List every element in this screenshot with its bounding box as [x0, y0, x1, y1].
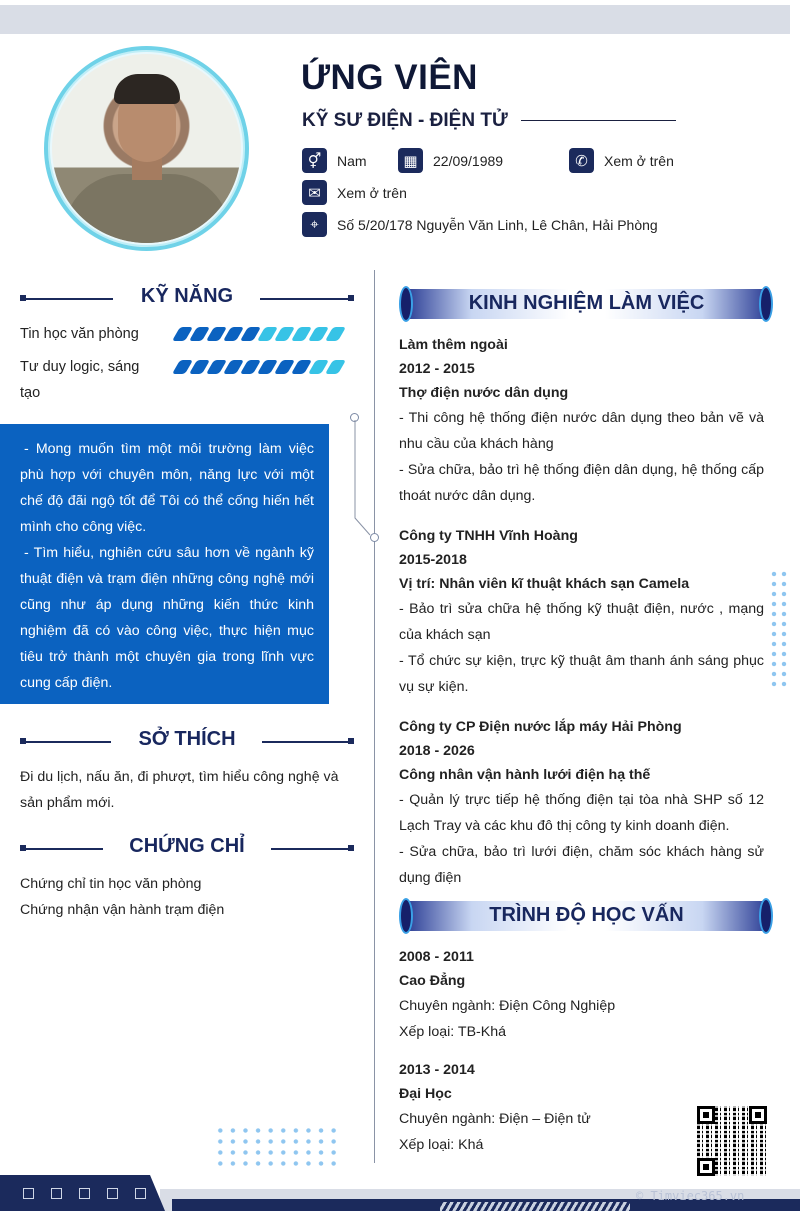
job-period: 2012 - 2015 — [399, 361, 475, 377]
skill-level-bar — [176, 360, 342, 374]
phone-value: Xem ở trên — [604, 152, 674, 169]
experience-heading — [399, 286, 774, 322]
education-major: Chuyên ngành: Điện Công Nghiệp — [399, 998, 616, 1014]
experience-title: KINH NGHIỆM LÀM VIỆC — [468, 292, 705, 314]
address-row — [302, 212, 658, 237]
experience-item — [399, 333, 764, 509]
company-name: Công ty CP Điện nước lắp máy Hải Phòng — [399, 719, 682, 735]
education-heading — [399, 898, 774, 934]
job-detail: - Sửa chữa, bảo trì lưới điện, chăm sóc khách hàng sử dụng điện — [399, 844, 764, 886]
company-name: Làm thêm ngoài — [399, 337, 508, 353]
education-item — [399, 945, 764, 1045]
education-period: 2013 - 2014 — [399, 1062, 475, 1078]
hobbies-text: Đi du lịch, nấu ăn, đi phượt, tìm hiểu công nghệ và sản phẩm mới. — [20, 769, 339, 811]
phone-icon: ✆ — [569, 148, 594, 173]
birthday-row — [398, 148, 503, 173]
experience-item — [399, 715, 764, 891]
skills-heading — [20, 284, 354, 314]
email-icon: ✉ — [302, 180, 327, 205]
gender-row — [302, 148, 367, 173]
hobbies-title: SỞ THÍCH — [138, 728, 236, 750]
column-divider — [374, 270, 375, 1163]
decorative-dots — [769, 569, 789, 689]
skill-label: Tin học văn phòng — [20, 326, 139, 342]
birthday-value: 22/09/1989 — [433, 152, 504, 169]
phone-row — [569, 148, 674, 173]
qr-code — [697, 1106, 767, 1176]
company-name: Công ty TNHH Vĩnh Hoàng — [399, 528, 578, 544]
objective-paragraph: - Mong muốn tìm một môi trường làm việc phù hợp với chuyên môn, năng lực với một chế độ đãi ngộ tốt để Tôi có thể cống hiến hết mình cho công việc. — [20, 441, 314, 535]
job-detail: - Sửa chữa, bảo trì hệ thống điện dân dụng, hệ thống cấp thoát nước dân dụng. — [399, 462, 764, 504]
job-detail: - Quản lý trực tiếp hệ thống điện tại tòa nhà SHP số 12 Lạch Tray và các khu đô thị công ty kinh doanh điện. — [399, 792, 764, 834]
title-rule — [521, 120, 676, 121]
calendar-icon: ▦ — [398, 148, 423, 173]
experience-item — [399, 524, 764, 700]
skill-label: Tư duy logic, sáng tạo — [20, 359, 140, 401]
decorative-dots — [214, 1125, 340, 1169]
job-position: Vị trí: Nhân viên kĩ thuật khách sạn Camela — [399, 576, 690, 592]
gender-icon: ⚥ — [302, 148, 327, 173]
education-level: Đại Học — [399, 1086, 452, 1102]
job-detail: - Tổ chức sự kiện, trực kỹ thuật âm thanh ánh sáng phục vụ sự kiện. — [399, 653, 764, 695]
job-position: Công nhân vận hành lưới điện hạ thế — [399, 767, 651, 783]
certificates-list — [20, 871, 360, 923]
education-title: TRÌNH ĐỘ HỌC VẤN — [489, 904, 684, 926]
footer-brand: © Timviec365.vn — [636, 1189, 745, 1203]
job-detail: - Bảo trì sửa chữa hệ thống kỹ thuật điện, nước , mạng của khách sạn — [399, 601, 764, 643]
gender-value: Nam — [337, 152, 367, 169]
certificate-item: Chứng chỉ tin học văn phòng — [20, 876, 202, 892]
certificates-title: CHỨNG CHỈ — [129, 835, 245, 857]
education-major: Chuyên ngành: Điện – Điện tử — [399, 1111, 591, 1127]
job-period: 2015-2018 — [399, 552, 467, 568]
certificates-heading — [20, 834, 354, 864]
divider-connector — [350, 420, 380, 540]
candidate-name: ỨNG VIÊN — [301, 58, 478, 97]
objective-paragraph: - Tìm hiểu, nghiên cứu sâu hơn về ngành kỹ thuật điện và trạm điện những công nghệ mới cũng như áp dụng những kiến thức kinh nghiệm đã có vào công việc, thực hiện mục tiêu trở thành một chuyên gia trong lĩnh vực cung cấp điện. — [20, 545, 314, 691]
education-grade: Xếp loại: TB-Khá — [399, 1024, 506, 1040]
job-position: Thợ điện nước dân dụng — [399, 385, 569, 401]
top-band — [0, 5, 790, 34]
email-row — [302, 180, 407, 205]
certificate-item: Chứng nhận vận hành trạm điện — [20, 902, 225, 918]
footer — [0, 1175, 800, 1211]
skill-segment — [325, 360, 346, 374]
job-detail: - Thi công hệ thống điện nước dân dụng theo bản vẽ và nhu cầu của khách hàng — [399, 410, 764, 452]
location-icon: ⌖ — [302, 212, 327, 237]
job-title: KỸ SƯ ĐIỆN - ĐIỆN TỬ — [302, 110, 508, 131]
education-period: 2008 - 2011 — [399, 949, 474, 965]
hobbies-heading — [20, 727, 354, 757]
avatar — [52, 54, 241, 243]
skill-level-bar — [176, 327, 342, 341]
email-value: Xem ở trên — [337, 184, 407, 201]
career-objective — [0, 424, 329, 704]
address-value: Số 5/20/178 Nguyễn Văn Linh, Lê Chân, Hải Phòng — [337, 216, 658, 233]
skills-title: KỸ NĂNG — [140, 285, 234, 307]
education-grade: Xếp loại: Khá — [399, 1137, 484, 1153]
skill-segment — [325, 327, 346, 341]
job-period: 2018 - 2026 — [399, 743, 475, 759]
education-level: Cao Đẳng — [399, 973, 466, 989]
